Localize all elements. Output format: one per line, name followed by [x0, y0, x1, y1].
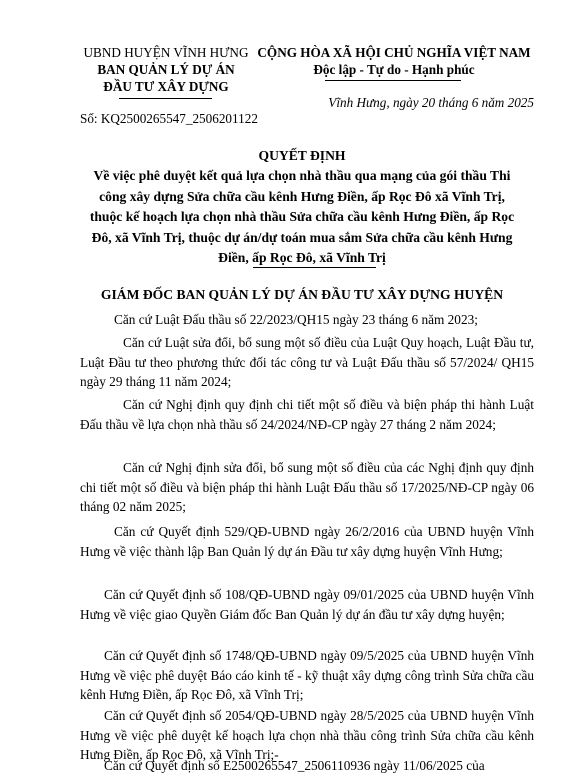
subject-line: Về việc phê duyệt kết quả lựa chọn nhà thầu qua mạng của gói thầu Thi: [93, 168, 511, 183]
subject-line: thuộc kế hoạch lựa chọn nhà thầu Sửa chữa cầu kênh Hưng Điền, ấp Rọc: [89, 209, 515, 224]
place-date: Vĩnh Hưng, ngày 20 tháng 6 năm 2025: [328, 95, 534, 110]
legal-basis-paragraph: Căn cứ Nghị định sửa đổi, bổ sung một số điều của các Nghị định quy định chi tiết một số điều và biện pháp thi hành Luật Đấu thầu số 17/2025/NĐ-CP ngày 06 tháng 02 năm 2025;: [80, 460, 534, 514]
issuing-authority: [70, 44, 262, 95]
motto: Độc lập - Tự do - Hạnh phúc: [313, 62, 475, 77]
legal-basis-paragraph: Căn cứ Luật Đấu thầu số 22/2023/QH15 ngày 23 tháng 6 năm 2023;: [114, 312, 478, 327]
org-name-line1: BAN QUẢN LÝ DỰ ÁN: [97, 62, 235, 77]
subject-line: Đô, xã Vĩnh Trị, thuộc dự án/dự toán mua sắm Sửa chữa cầu kênh Hưng: [91, 229, 513, 245]
authority-heading: GIÁM ĐỐC BAN QUẢN LÝ DỰ ÁN ĐẦU TƯ XÂY DỰNG HUYỆN: [100, 287, 504, 302]
subject-line: Điền, ấp Rọc Đô, xã Vĩnh Trị: [218, 250, 386, 265]
motto-underline: [325, 80, 461, 81]
document-subject: [70, 166, 534, 269]
country-name: CỘNG HÒA XÃ HỘI CHỦ NGHĨA VIỆT NAM: [257, 45, 531, 60]
legal-basis-paragraph: Căn cứ Quyết định số 1748/QĐ-UBND ngày 09/5/2025 của UBND huyện Vĩnh Hưng về việc phê duyệt Báo cáo kinh tế - kỹ thuật xây dựng công trình Sửa chữa cầu kênh Hưng Điền, ấp Rọc Đô, xã Vĩnh Trị;: [80, 648, 534, 702]
subject-line: công xây dựng Sửa chữa cầu kênh Hưng Điền, ấp Rọc Đô xã Vĩnh Trị,: [99, 188, 505, 204]
legal-basis-paragraph: Căn cứ Quyết định 529/QĐ-UBND ngày 26/2/2016 của UBND huyện Vĩnh Hưng về việc thành lập Ban Quản lý dự án Đầu tư xây dựng huyện Vĩnh Hưng;: [80, 524, 534, 559]
legal-basis-paragraph: Căn cứ Nghị định quy định chi tiết một số điều và biện pháp thi hành Luật Đấu thầu về lựa chọn nhà thầu số 24/2024/NĐ-CP ngày 27 tháng 2 năm 2024;: [80, 397, 534, 432]
legal-basis-paragraph: Căn cứ Quyết định số E2500265547_2506110936 ngày 11/06/2025 của: [104, 758, 485, 773]
org-name-line2: ĐẦU TƯ XÂY DỰNG: [103, 79, 229, 94]
legal-basis-paragraph: Căn cứ Quyết định số 2054/QĐ-UBND ngày 28/5/2025 của UBND huyện Vĩnh Hưng về việc phê duyệt kế hoạch lựa chọn nhà thầu công trình Sửa chữa cầu kênh Hưng Điền, ấp Rọc Đô, xã Vĩnh Trị;-: [80, 708, 534, 762]
national-motto: [256, 44, 532, 78]
document-number: Số: KQ2500265547_2506201122: [80, 111, 258, 126]
legal-basis-paragraph: Căn cứ Luật sửa đổi, bổ sung một số điều của Luật Quy hoạch, Luật Đầu tư, Luật Đầu tư theo phương thức đối tác công tư và Luật Đấu thầu số 57/2024/ QH15 ngày 29 tháng 11 năm 2024;: [80, 335, 534, 389]
org-parent: UBND HUYỆN VĨNH HƯNG: [83, 45, 249, 60]
org-underline: [119, 98, 212, 99]
subject-underline: [253, 267, 376, 268]
legal-basis-paragraph: Căn cứ Quyết định số 108/QĐ-UBND ngày 09/01/2025 của UBND huyện Vĩnh Hưng về việc giao Quyền Giám đốc Ban Quản lý dự án đầu tư xây dựng huyện;: [80, 587, 534, 622]
document-title: QUYẾT ĐỊNH: [258, 148, 346, 163]
